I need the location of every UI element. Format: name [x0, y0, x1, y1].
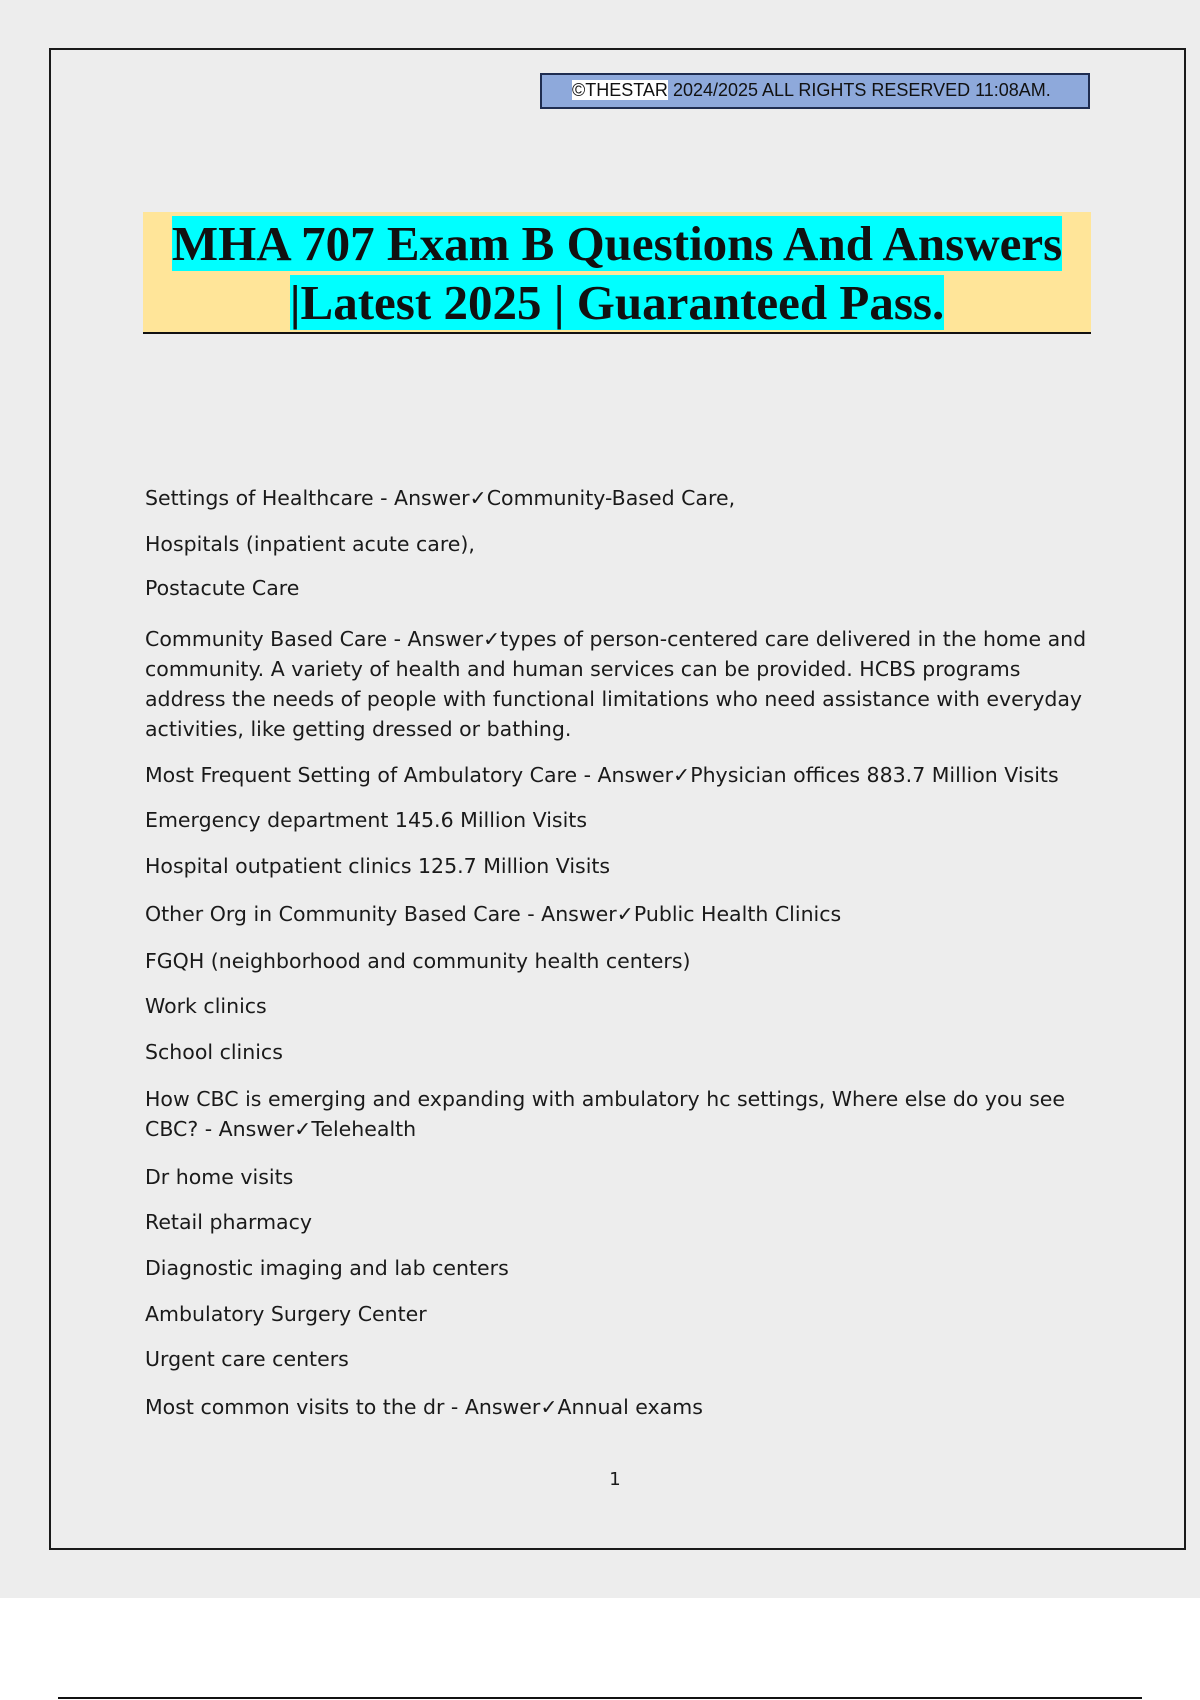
- page-number: 1: [609, 1469, 621, 1490]
- qa-line: School clinics: [145, 1040, 283, 1064]
- copyright-banner: [540, 73, 1090, 109]
- qa-line: Postacute Care: [145, 576, 300, 600]
- qa-line: Urgent care centers: [145, 1347, 349, 1371]
- qa-line: Other Org in Community Based Care - Answer✓Public Health Clinics: [145, 902, 842, 926]
- next-page-divider: [58, 1697, 1142, 1699]
- copyright-brand: ©THESTAR: [572, 80, 668, 100]
- title-line-2: |Latest 2025 | Guaranteed Pass.: [289, 275, 945, 330]
- qa-line: Settings of Healthcare - Answer✓Community-Based Care,: [145, 486, 736, 510]
- qa-line: Most Frequent Setting of Ambulatory Care - Answer✓Physician offices 883.7 Million Visits: [145, 763, 1059, 787]
- copyright-text: 2024/2025 ALL RIGHTS RESERVED 11:08AM.: [667, 80, 1051, 100]
- qa-line: Work clinics: [145, 994, 267, 1018]
- qa-line: Dr home visits: [145, 1165, 294, 1189]
- qa-line: Retail pharmacy: [145, 1210, 313, 1234]
- qa-paragraph: How CBC is emerging and expanding with ambulatory hc settings, Where else do you see CBC? - Answer✓Telehealth: [145, 1087, 1066, 1141]
- qa-line: Ambulatory Surgery Center: [145, 1302, 427, 1326]
- qa-paragraph: Community Based Care - Answer✓types of person-centered care delivered in the home and community. A variety of health and human services can be provided. HCBS programs address the needs of people with functional limitations who need assistance with everyday activities, like getting dressed or bathing.: [145, 627, 1087, 741]
- qa-line: FGQH (neighborhood and community health centers): [145, 949, 691, 973]
- qa-line: Most common visits to the dr - Answer✓Annual exams: [145, 1395, 703, 1419]
- title-line-1: MHA 707 Exam B Questions And Answers: [171, 216, 1063, 271]
- qa-line: Emergency department 145.6 Million Visits: [145, 808, 588, 832]
- qa-line: Hospital outpatient clinics 125.7 Million Visits: [145, 854, 611, 878]
- document-title: [143, 212, 1091, 334]
- qa-line: Diagnostic imaging and lab centers: [145, 1256, 509, 1280]
- qa-line: Hospitals (inpatient acute care),: [145, 532, 475, 556]
